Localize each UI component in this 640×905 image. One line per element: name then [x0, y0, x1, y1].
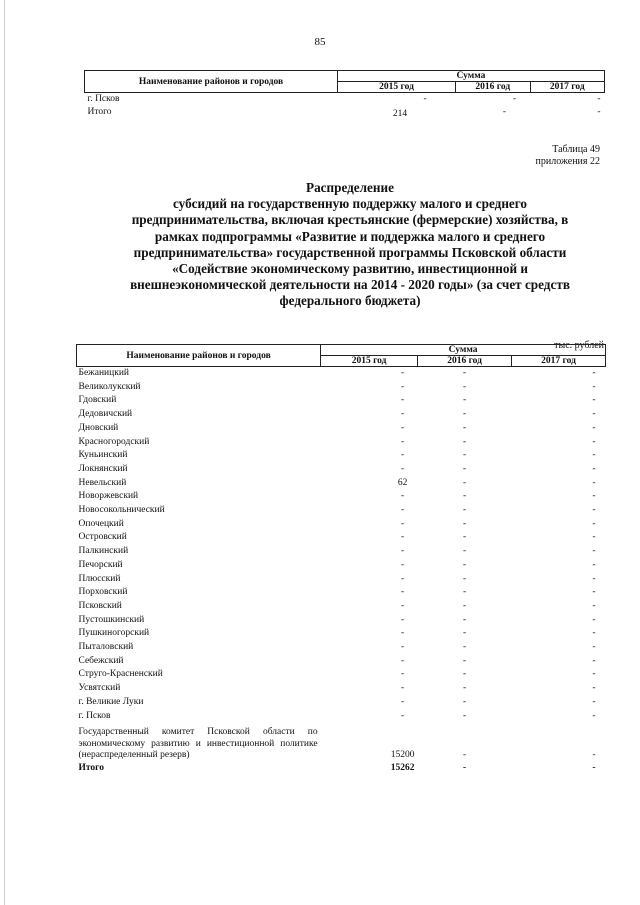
table-row [77, 477, 606, 491]
cell-2017: - [592, 762, 596, 773]
column-header-sum: Сумма [321, 345, 606, 356]
cell-2016: - [462, 587, 467, 598]
cell-2017: - [592, 614, 596, 625]
column-header-2017: 2017 год [512, 356, 606, 367]
row-name: Красногородский [78, 436, 150, 447]
cell-2016: - [462, 436, 467, 447]
table-row [77, 573, 606, 587]
table-row [77, 668, 606, 682]
column-header-sum: Сумма [338, 71, 605, 82]
column-header-2017: 2017 год [530, 82, 604, 93]
title-line: субсидий на государственную поддержку малого и среднего [172, 196, 528, 212]
cell-2017: - [592, 463, 596, 474]
cell-2016: - [462, 710, 467, 721]
cell-2016: - [512, 93, 517, 104]
title-line: рамках подпрограммы «Развитие и поддержка малого и среднего [154, 228, 546, 244]
cell-2016: - [462, 573, 467, 584]
cell-2015: - [401, 669, 405, 680]
cell-2017: - [592, 573, 596, 584]
title-line: предпринимательства» государственной программы Псковской области [133, 244, 567, 260]
cell-2016: - [462, 750, 467, 761]
column-header-2016: 2016 год [418, 356, 512, 367]
row-name: Дновский [78, 422, 119, 433]
cell-2017: - [592, 710, 596, 721]
cell-2017: - [592, 368, 596, 378]
column-header-2015: 2015 год [338, 82, 456, 93]
cell-2017: - [592, 450, 596, 461]
row-name: Государственный комитет Псковской области по экономическому развитию и инвестиционной политике (нераспределенный резерв) [78, 727, 318, 761]
cell-2015: - [401, 642, 405, 653]
cell-2016: - [462, 532, 467, 543]
cell-2016: - [462, 395, 467, 406]
table-row [77, 696, 606, 710]
table-row-total [77, 762, 606, 776]
column-header-2016: 2016 год [456, 82, 530, 93]
cell-2017: - [592, 532, 596, 543]
cell-2015: - [401, 491, 405, 502]
cell-2015: - [401, 518, 405, 529]
cell-2015: 62 [397, 477, 408, 488]
cell-2015: - [401, 436, 405, 447]
cell-2015: - [401, 450, 405, 461]
cell-2017: - [592, 683, 596, 694]
cell-2017: - [592, 422, 596, 433]
cell-2015: - [401, 683, 405, 694]
cell-2016: - [462, 642, 467, 653]
cell-2015: - [401, 532, 405, 543]
title-line: Распределение [306, 180, 394, 195]
cell-2015: - [401, 655, 405, 666]
cell-2015: - [401, 381, 405, 392]
row-name: Пыталовский [78, 642, 134, 653]
cell-2017: - [592, 600, 596, 611]
cell-2016: - [462, 614, 467, 625]
cell-2016: - [462, 600, 467, 611]
cell-2015: - [423, 93, 427, 104]
cell-2017: - [592, 642, 596, 653]
table-row [77, 518, 606, 532]
row-name: Пушкиногорский [78, 628, 150, 639]
cell-2015: - [401, 546, 405, 557]
cell-2016: - [462, 422, 467, 433]
cell-2017: - [592, 587, 596, 598]
table-row [77, 710, 606, 724]
cell-2017: - [592, 395, 596, 406]
appendix-label: приложения 22 [535, 156, 600, 167]
cell-2015: 15262 [390, 762, 415, 773]
cell-2015: - [401, 600, 405, 611]
cell-2017: - [592, 696, 596, 707]
row-name: Итого [87, 106, 112, 117]
table-number: Таблица 49 [552, 144, 600, 155]
document-title [80, 180, 620, 310]
row-name: Новоржевский [78, 491, 139, 502]
table-row [77, 723, 606, 762]
table-row [77, 394, 606, 408]
cell-2016: - [462, 381, 467, 392]
cell-2016: - [462, 409, 467, 420]
row-name: Усвятский [78, 683, 121, 694]
cell-2015: - [401, 587, 405, 598]
cell-2015: - [401, 628, 405, 639]
table-row [77, 449, 606, 463]
cell-2017: - [592, 546, 596, 557]
row-name: г. Великие Луки [78, 696, 144, 707]
table-row [77, 367, 606, 381]
cell-2016: - [462, 559, 467, 570]
cell-2017: - [592, 669, 596, 680]
row-name: Пустошкинский [78, 614, 145, 625]
row-name: Бежаницкий [78, 368, 129, 378]
cell-2017: - [592, 381, 596, 392]
cell-2017: - [597, 106, 601, 117]
cell-2015: - [401, 710, 405, 721]
row-name: Псковский [78, 600, 122, 611]
cell-2015: - [401, 409, 405, 420]
cell-2016: - [462, 762, 467, 773]
cell-2017: - [592, 505, 596, 516]
cell-2016: - [462, 518, 467, 529]
cell-2017: - [597, 93, 601, 104]
cell-2017: - [592, 477, 596, 488]
cell-2015: 15200 [390, 750, 415, 761]
cell-2015: - [401, 505, 405, 516]
table-row [85, 93, 605, 105]
cell-2017: - [592, 750, 596, 761]
table-row [77, 627, 606, 641]
distribution-table [76, 344, 606, 775]
table-row [77, 655, 606, 669]
cell-2016: - [462, 696, 467, 707]
cell-2016: - [462, 463, 467, 474]
table-row [77, 531, 606, 545]
column-header-name: Наименование районов и городов [85, 71, 338, 93]
table-row [77, 381, 606, 395]
cell-2017: - [592, 409, 596, 420]
table-row [77, 586, 606, 600]
cell-2017: - [592, 491, 596, 502]
table-row [77, 408, 606, 422]
cell-2015: - [401, 696, 405, 707]
column-header-2015: 2015 год [321, 356, 418, 367]
row-name: г. Псков [87, 93, 120, 104]
cell-2016: - [462, 477, 467, 488]
cell-2016: - [462, 655, 467, 666]
row-name: Локнянский [78, 463, 128, 474]
row-name: Гдовский [78, 395, 117, 406]
row-name: Куньинский [78, 450, 128, 461]
row-name: Опочецкий [78, 518, 124, 529]
row-name: г. Псков [78, 710, 111, 721]
row-name: Итого [78, 762, 105, 773]
row-name: Островский [78, 532, 127, 543]
title-line: предпринимательства, включая крестьянские (фермерские) хозяйства, в [131, 212, 569, 228]
table-row [77, 490, 606, 504]
table-row [77, 600, 606, 614]
scan-edge [4, 0, 5, 905]
cell-2016: - [462, 628, 467, 639]
cell-2015: - [401, 368, 405, 378]
cell-2015: - [401, 395, 405, 406]
table-continuation [84, 70, 605, 119]
table-row [77, 436, 606, 450]
table-row [77, 545, 606, 559]
row-name: Струго-Красненский [78, 669, 163, 680]
cell-2016: - [462, 546, 467, 557]
cell-2017: - [592, 655, 596, 666]
cell-2016: - [462, 491, 467, 502]
cell-2016: - [462, 669, 467, 680]
units-label: тыс. рублей [554, 340, 604, 351]
row-name: Плюсский [78, 573, 121, 584]
row-name: Новосокольнический [78, 505, 165, 516]
cell-2015: - [401, 614, 405, 625]
row-name: Себежский [78, 655, 124, 666]
cell-2015: - [401, 463, 405, 474]
table-row [77, 614, 606, 628]
table-row [77, 682, 606, 696]
cell-2015: 214 [392, 108, 408, 119]
column-header-name: Наименование районов и городов [77, 345, 321, 367]
row-name: Порховский [78, 587, 128, 598]
table-row [77, 422, 606, 436]
cell-2016: - [462, 368, 467, 378]
title-line: «Содействие экономическому развитию, инвестиционной и [172, 261, 528, 277]
cell-2015: - [401, 422, 405, 433]
row-name: Великолукский [78, 381, 141, 392]
table-row [77, 559, 606, 573]
row-name: Дедовичский [78, 409, 133, 420]
page-number: 85 [314, 36, 326, 48]
table-row [77, 641, 606, 655]
cell-2017: - [592, 628, 596, 639]
cell-2017: - [592, 436, 596, 447]
row-name: Невельский [78, 477, 127, 488]
cell-2016: - [462, 450, 467, 461]
cell-2016: - [462, 683, 467, 694]
cell-2016: - [462, 505, 467, 516]
cell-2017: - [592, 559, 596, 570]
table-row [77, 463, 606, 477]
cell-2017: - [592, 518, 596, 529]
title-line: внешнеэкономической деятельности на 2014 - 2020 годы» (за счет средств [130, 277, 570, 293]
table-row [77, 504, 606, 518]
table-row-total [85, 104, 605, 119]
cell-2016: - [502, 106, 507, 117]
row-name: Палкинский [78, 546, 129, 557]
row-name: Печорский [78, 559, 123, 570]
cell-2015: - [401, 573, 405, 584]
cell-2015: - [401, 559, 405, 570]
title-line: федерального бюджета) [279, 293, 421, 309]
